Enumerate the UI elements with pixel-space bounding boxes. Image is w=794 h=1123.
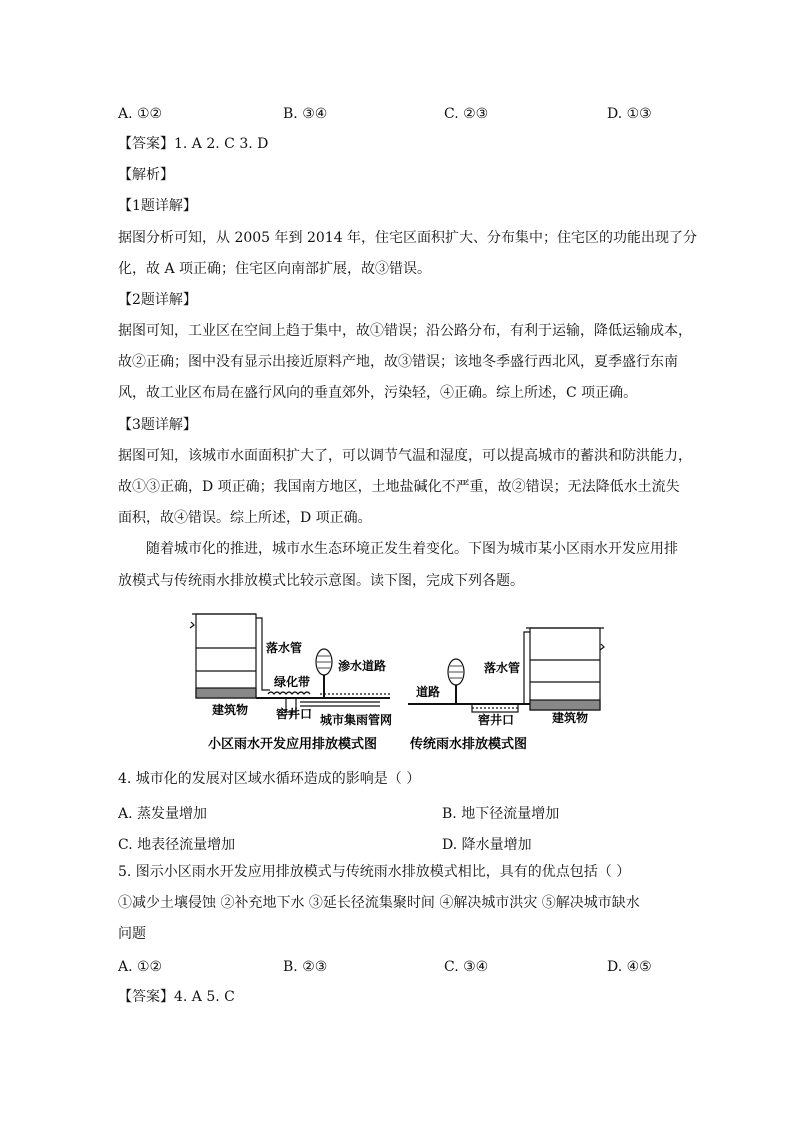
rainwater-comparison-diagram	[180, 600, 620, 758]
left-label-manhole: 窖井口	[276, 707, 313, 721]
left-label-downpipe: 落水管	[266, 641, 303, 655]
answer-line-2: 【答案】4. A 5. C	[118, 989, 235, 1005]
left-label-seepage-road: 渗水道路	[338, 659, 387, 673]
q5-option-b: B. ②③	[283, 959, 328, 975]
q4-options-row-1	[118, 803, 678, 821]
green-belt	[268, 692, 310, 694]
detail-2-title: 【2题详解】	[118, 292, 197, 308]
detail-3-line: 据图可知，该城市水面面积扩大了，可以调节气温和湿度，可以提高城市的蓄洪和防洪能力，	[118, 448, 692, 464]
option-c: C. ②③	[444, 106, 489, 122]
q4-options-row-2	[118, 834, 678, 852]
detail-2-line: 风，故工业区布局在盛行风向的垂直郊外，污染轻，④正确。综上所述，C 项正确。	[118, 385, 638, 401]
q4-option-a: A. 蒸发量增加	[118, 806, 208, 822]
q5-options	[118, 959, 678, 977]
left-label-city-network: 城市集雨管网	[320, 713, 393, 727]
right-label-building: 建筑物	[552, 711, 589, 725]
detail-3-line: 故①③正确，D 项正确；我国南方地区，土地盐碱化不严重，故②错误；无法降低水土流失	[118, 479, 680, 495]
right-manhole	[472, 704, 518, 712]
q5-items-continued: 问题	[118, 926, 146, 942]
q4-option-d: D. 降水量增加	[442, 837, 532, 853]
answer-line-1: 【答案】1. A 2. C 3. D	[118, 136, 269, 152]
left-building-base	[196, 688, 256, 698]
left-label-building: 建筑物	[212, 703, 249, 717]
detail-2-line: 故②正确；图中没有显示出接近原料产地，故③错误；该地冬季盛行西北风，夏季盛行东南	[118, 354, 678, 370]
detail-3-line: 面积，故④错误。综上所述，D 项正确。	[118, 510, 372, 526]
q4-option-b: B. 地下径流量增加	[442, 806, 560, 822]
option-a: A. ①②	[118, 106, 163, 122]
right-building-base	[530, 700, 600, 710]
q5-stem: 5. 图示小区雨水开发应用排放模式与传统雨水排放模式相比，具有的优点包括（ ）	[118, 864, 631, 880]
right-label-road: 道路	[416, 685, 441, 699]
detail-1-line: 据图分析可知，从 2005 年到 2014 年，住宅区面积扩大、分布集中；住宅区的功能出现了分	[118, 230, 698, 246]
q5-items: ①减少土壤侵蚀 ②补充地下水 ③延长径流集聚时间 ④解决城市洪灾 ⑤解决城市缺水	[118, 895, 640, 911]
detail-1-line: 化，故 A 项正确；住宅区向南部扩展，故③错误。	[118, 261, 432, 277]
previous-question-options	[118, 106, 678, 124]
left-caption: 小区雨水开发应用排放模式图	[208, 737, 378, 752]
q5-option-c: C. ③④	[444, 959, 489, 975]
q4-stem: 4. 城市化的发展对区域水循环造成的影响是（ ）	[118, 771, 421, 787]
left-building	[196, 614, 256, 698]
detail-3-title: 【3题详解】	[118, 417, 197, 433]
intro-line: 放模式与传统雨水排放模式比较示意图。读下图，完成下列各题。	[118, 573, 524, 589]
right-label-downpipe: 落水管	[484, 661, 521, 675]
analysis-label: 【解析】	[118, 167, 174, 183]
detail-2-line: 据图可知，工业区在空间上趋于集中，故①错误；沿公路分布，有利于运输，降低运输成本，	[118, 323, 692, 339]
q5-option-d: D. ④⑤	[607, 959, 652, 975]
option-d: D. ①③	[607, 106, 652, 122]
right-caption: 传统雨水排放模式图	[410, 737, 528, 752]
left-label-green-belt: 绿化带	[274, 675, 311, 689]
right-building	[530, 628, 600, 710]
q4-option-c: C. 地表径流量增加	[118, 837, 236, 853]
intro-line: 随着城市化的推进，城市水生态环境正发生着变化。下图为城市某小区雨水开发应用排	[146, 541, 678, 557]
right-label-manhole: 窖井口	[478, 713, 515, 727]
q5-option-a: A. ①②	[118, 959, 163, 975]
option-b: B. ③④	[283, 106, 328, 122]
detail-1-title: 【1题详解】	[118, 198, 197, 214]
